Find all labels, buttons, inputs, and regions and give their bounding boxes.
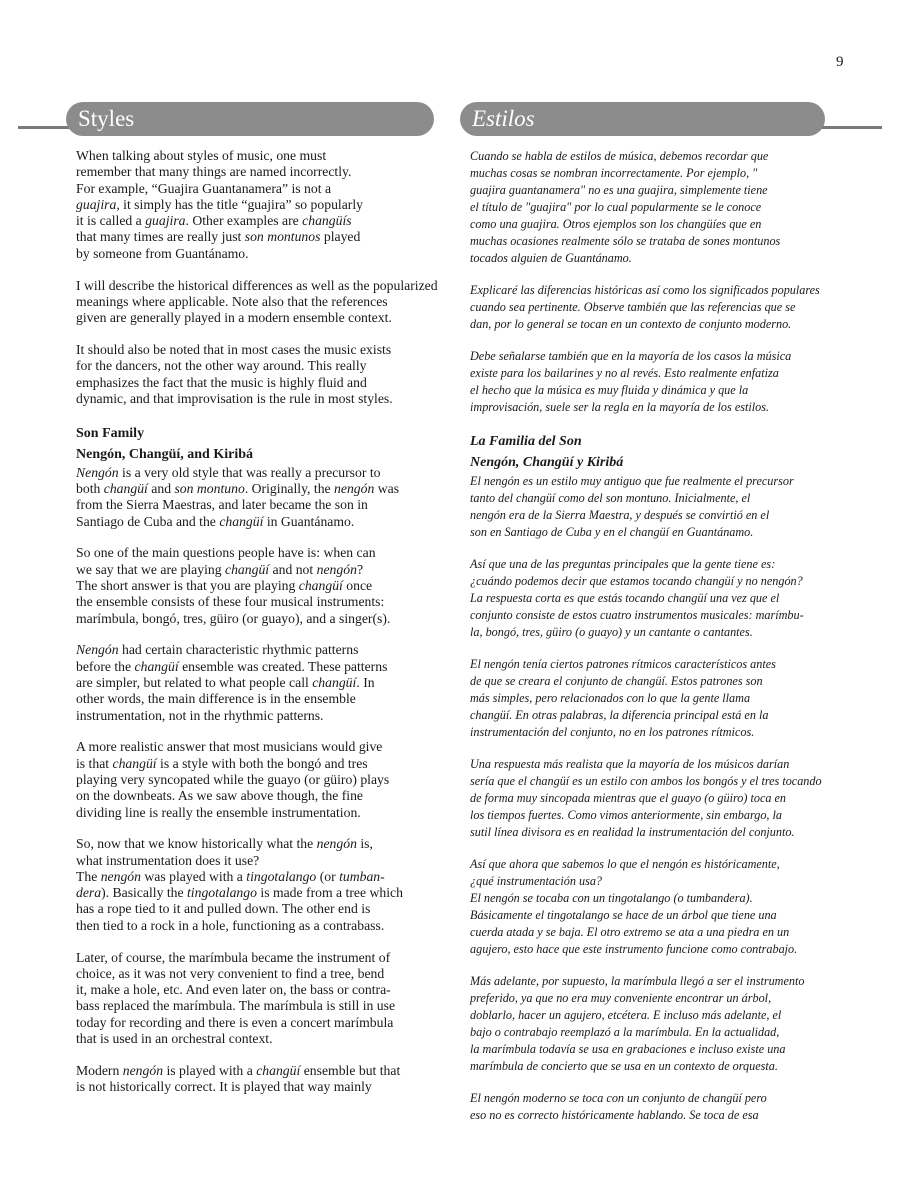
- text-line: El nengón moderno se toca con un conjunto de changüí pero: [470, 1091, 767, 1105]
- section-heading-son-family: Son Family: [76, 425, 145, 441]
- text-line: choice, as it was not very convenient to find a tree, bend: [76, 965, 385, 981]
- paragraph: [76, 950, 436, 1048]
- body-block-es: [470, 473, 826, 1124]
- text-line: dan, por lo general se tocan en un contexto de conjunto moderno.: [470, 317, 792, 331]
- text-line: When talking about styles of music, one must: [76, 148, 327, 163]
- text-line: is that changüí is a style with both the bongó and tres: [76, 755, 368, 771]
- paragraph: [76, 342, 436, 407]
- text-line: Modern nengón is played with a changüí ensemble but that: [76, 1062, 401, 1078]
- text-line: we say that we are playing changüí and not nengón?: [76, 561, 364, 577]
- text-line: before the changüí ensemble was created. These patterns: [76, 658, 388, 674]
- text-line: playing very syncopated while the guayo (or güiro) plays: [76, 771, 390, 787]
- paragraph: [470, 473, 826, 541]
- text-line: Así que ahora que sabemos lo que el nengón es históricamente,: [470, 857, 780, 871]
- text-line: Cuando se habla de estilos de música, debemos recordar que: [470, 149, 769, 163]
- paragraph: [76, 148, 436, 262]
- paragraph: [76, 465, 436, 530]
- paragraph: [76, 278, 436, 327]
- text-line: de que se creara el conjunto de changüí. Estos patrones son: [470, 674, 763, 688]
- header-rule-right: [822, 126, 882, 129]
- text-line: that many times are really just son montunos played: [76, 229, 361, 245]
- text-line: from the Sierra Maestras, and later became the son in: [76, 497, 368, 513]
- text-line: El nengón se tocaba con un tingotalango (o tumbandera).: [470, 891, 753, 905]
- text-line: what instrumentation does it use?: [76, 852, 260, 868]
- paragraph: [76, 1063, 436, 1096]
- text-line: muchas cosas se nombran incorrectamente. Por ejemplo, ": [470, 166, 758, 180]
- text-line: It should also be noted that in most cases the music exists: [76, 341, 392, 357]
- text-line: Una respuesta más realista que la mayoría de los músicos darían: [470, 757, 790, 771]
- subsection-heading: Nengón, Changüí, and Kiribá: [76, 446, 253, 462]
- text-line: given are generally played in a modern ensemble context.: [76, 310, 392, 326]
- text-line: it is called a guajira. Other examples are changüís: [76, 213, 352, 229]
- text-line: then tied to a rock in a hole, functioning as a contrabass.: [76, 917, 385, 933]
- section-banner-styles: Styles: [66, 102, 434, 136]
- text-line: como una guajira. Otros ejemplos son los changüíes que en: [470, 217, 762, 231]
- paragraph: [76, 836, 436, 934]
- text-line: marímbula, bongó, tres, güiro (or guayo), and a singer(s).: [76, 610, 391, 626]
- text-line: la, bongó, tres, güiro (o guayo) y un cantante o cantantes.: [470, 625, 753, 639]
- text-line: Más adelante, por supuesto, la marímbula llegó a ser el instrumento: [470, 974, 805, 988]
- intro-block: [76, 148, 436, 407]
- paragraph: [470, 148, 826, 267]
- text-line: ¿cuándo podemos decir que estamos tocando changüí y no nengón?: [470, 574, 803, 588]
- paragraph: [470, 656, 826, 741]
- text-line: is not historically correct. It is played that way mainly: [76, 1079, 372, 1095]
- section-heading-familia-del-son: La Familia del Son: [470, 434, 582, 449]
- paragraph: [470, 556, 826, 641]
- text-line: la marímbula todavía se usa en grabaciones e incluso existe una: [470, 1042, 786, 1056]
- text-line: dynamic, and that improvisation is the rule in most styles.: [76, 390, 393, 406]
- paragraph: [470, 973, 826, 1075]
- text-line: muchas ocasiones realmente sólo se trataba de sones montunos: [470, 234, 781, 248]
- text-line: Básicamente el tingotalango se hace de un árbol que tiene una: [470, 908, 777, 922]
- text-line: Santiago de Cuba and the changüí in Guantánamo.: [76, 513, 355, 529]
- text-line: tanto del changüí como del son montuno. Inicialmente, el: [470, 491, 751, 505]
- text-line: Later, of course, the marímbula became the instrument of: [76, 949, 391, 965]
- text-line: the ensemble consists of these four musical instruments:: [76, 594, 385, 610]
- text-line: I will describe the historical differences as well as the popularized: [76, 277, 438, 293]
- text-line: Así que una de las preguntas principales que la gente tiene es:: [470, 557, 776, 571]
- text-line: bajo o contrabajo reemplazó a la marímbula. En la actualidad,: [470, 1025, 780, 1039]
- text-line: has a rope tied to it and pulled down. The other end is: [76, 901, 371, 917]
- paragraph: [470, 348, 826, 416]
- paragraph: [470, 756, 826, 841]
- text-line: So, now that we know historically what the nengón is,: [76, 836, 373, 852]
- paragraph: [76, 545, 436, 626]
- paragraph: [76, 739, 436, 820]
- text-line: doblarlo, hacer un agujero, etcétera. E incluso más adelante, el: [470, 1008, 782, 1022]
- text-line: Nengón had certain characteristic rhythmic patterns: [76, 642, 359, 658]
- text-line: Debe señalarse también que en la mayoría de los casos la música: [470, 349, 792, 363]
- text-line: remember that many things are named incorrectly.: [76, 164, 352, 180]
- text-line: bass replaced the marímbula. The marímbula is still in use: [76, 998, 396, 1014]
- text-line: dera). Basically the tingotalango is made from a tree which: [76, 885, 403, 901]
- text-line: other words, the main difference is in the ensemble: [76, 691, 356, 707]
- text-line: La respuesta corta es que estás tocando changüí una vez que el: [470, 591, 780, 605]
- text-line: changüí. En otras palabras, la diferencia principal está en la: [470, 708, 769, 722]
- text-line: de forma muy sincopada mientras que el guayo (o güiro) toca en: [470, 791, 787, 805]
- text-line: on the downbeats. As we saw above though, the fine: [76, 788, 363, 804]
- text-line: instrumentation, not in the rhythmic patterns.: [76, 707, 324, 723]
- english-column: [76, 148, 436, 1095]
- text-line: Nengón is a very old style that was really a precursor to: [76, 464, 381, 480]
- paragraph: [470, 1090, 826, 1124]
- text-line: El nengón tenía ciertos patrones rítmicos característicos antes: [470, 657, 776, 671]
- text-line: So one of the main questions people have is: when can: [76, 545, 376, 561]
- intro-block-es: [470, 148, 826, 416]
- text-line: emphasizes the fact that the music is highly fluid and: [76, 374, 367, 390]
- text-line: are simpler, but related to what people call changüí. In: [76, 674, 375, 690]
- text-line: for the dancers, not the other way around. This really: [76, 358, 367, 374]
- text-line: eso no es correcto históricamente hablando. Se toca de esa: [470, 1108, 759, 1122]
- text-line: nengón era de la Sierra Maestra, y después se convirtió en el: [470, 508, 770, 522]
- text-line: Explicaré las diferencias históricas así como los significados populares: [470, 283, 820, 297]
- text-line: dividing line is really the ensemble instrumentation.: [76, 804, 361, 820]
- page-number: 9: [836, 54, 844, 70]
- text-line: today for recording and there is even a concert marímbula: [76, 1014, 394, 1030]
- paragraph: [470, 856, 826, 958]
- text-line: El nengón es un estilo muy antiguo que fue realmente el precursor: [470, 474, 794, 488]
- text-line: The short answer is that you are playing changüí once: [76, 577, 373, 593]
- text-line: meanings where applicable. Note also that the references: [76, 293, 388, 309]
- text-line: guajira, it simply has the title “guajira” so popularly: [76, 196, 364, 212]
- text-line: preferido, ya que no era muy conveniente encontrar un árbol,: [470, 991, 772, 1005]
- text-line: A more realistic answer that most musicians would give: [76, 739, 383, 755]
- text-line: sutil línea divisora es en realidad la instrumentación del conjunto.: [470, 825, 795, 839]
- text-line: son en Santiago de Cuba y en el changüí en Guantánamo.: [470, 525, 754, 539]
- text-line: conjunto consiste de estos cuatro instrumentos musicales: marímbu-: [470, 608, 804, 622]
- text-line: both changüí and son montuno. Originally, the nengón was: [76, 480, 400, 496]
- text-line: cuando sea pertinente. Observe también que las referencias que se: [470, 300, 796, 314]
- text-line: agujero, esto hace que este instrumento funcione como contrabajo.: [470, 942, 798, 956]
- text-line: marímbula de concierto que se usa en un contexto de orquesta.: [470, 1059, 778, 1073]
- text-line: instrumentación del conjunto, no en los patrones rítmicos.: [470, 725, 755, 739]
- text-line: it, make a hole, etc. And even later on, the bass or contra-: [76, 982, 391, 998]
- text-line: ¿qué instrumentación usa?: [470, 874, 603, 888]
- body-block: [76, 465, 436, 1096]
- subsection-heading-es: Nengón, Changüí y Kiribá: [470, 455, 624, 470]
- paragraph: [470, 282, 826, 333]
- paragraph: [76, 642, 436, 723]
- text-line: el hecho que la música es muy fluida y dinámica y que la: [470, 383, 749, 397]
- section-banner-estilos: Estilos: [460, 102, 825, 136]
- text-line: existe para los bailarines y no al revés. Esto realmente enfatiza: [470, 366, 779, 380]
- text-line: tocados alguien de Guantánamo.: [470, 251, 632, 265]
- text-line: los tiempos fuertes. Como vimos anteriormente, sin embargo, la: [470, 808, 783, 822]
- text-line: that is used in an orchestral context.: [76, 1031, 273, 1047]
- text-line: For example, “Guajira Guantanamera” is not a: [76, 180, 332, 196]
- text-line: improvisación, suele ser la regla en la mayoría de los estilos.: [470, 400, 770, 414]
- text-line: The nengón was played with a tingotalango (or tumban-: [76, 868, 385, 884]
- text-line: by someone from Guantánamo.: [76, 245, 249, 261]
- spanish-column: [470, 148, 826, 1124]
- text-line: el título de "guajira" por lo cual popularmente se le conoce: [470, 200, 762, 214]
- text-line: guajira guantanamera" no es una guajira, simplemente tiene: [470, 183, 768, 197]
- text-line: más simples, pero relacionados con lo que la gente llama: [470, 691, 751, 705]
- text-line: sería que el changüí es un estilo con ambos los bongós y el tres tocando: [470, 774, 822, 788]
- text-line: cuerda atada y se baja. El otro extremo se ata a una piedra en un: [470, 925, 790, 939]
